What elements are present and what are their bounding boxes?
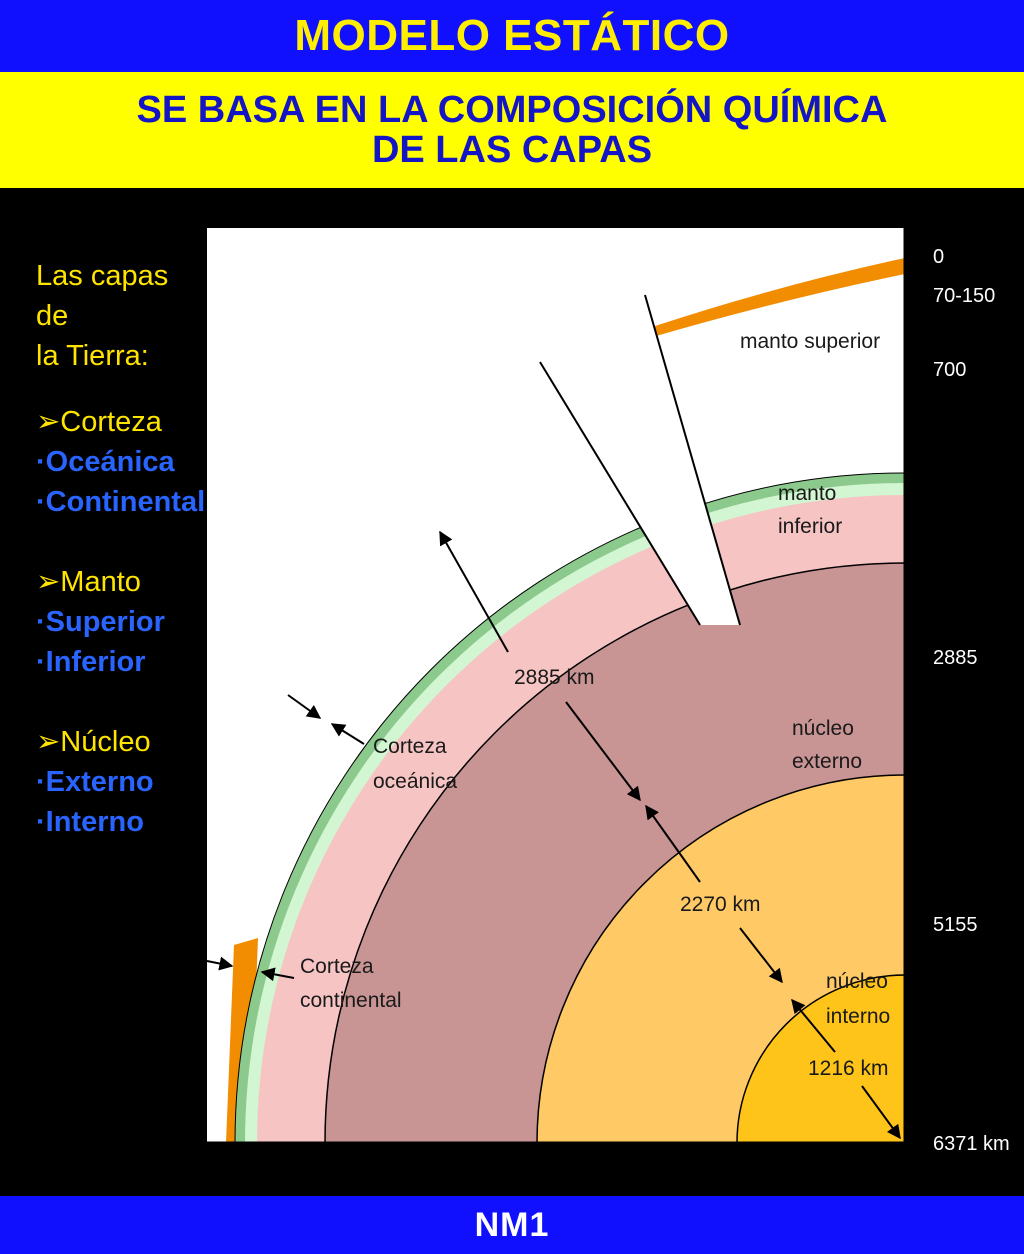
- legend-group-title: ➢Núcleo: [36, 726, 151, 758]
- label-thickness-outer-core: 2270 km: [680, 893, 761, 916]
- footer-bar: [0, 1196, 1024, 1254]
- label-nucleo-externo-1: núcleo: [792, 717, 854, 740]
- legend-item: ·Externo: [36, 766, 154, 798]
- page-title: MODELO ESTÁTICO: [294, 11, 730, 60]
- legend-intro-line-1: Las capas de: [36, 260, 169, 332]
- depth-labels: [933, 246, 1010, 1155]
- legend-item: ·Interno: [36, 806, 144, 838]
- depth-label-0: 0: [933, 246, 945, 268]
- label-corteza-continental-1: Corteza: [300, 955, 374, 978]
- label-nucleo-interno-2: interno: [826, 1005, 891, 1028]
- legend-intro-line-2: la Tierra:: [36, 340, 149, 372]
- subtitle-line-2: DE LAS CAPAS: [371, 129, 653, 171]
- legend-item: ·Inferior: [36, 646, 146, 678]
- depth-label-2885: 2885: [933, 647, 978, 669]
- label-corteza-oceanica-1: Corteza: [373, 735, 447, 758]
- depth-ticks: [905, 266, 925, 1143]
- legend-item: ·Continental: [36, 486, 206, 518]
- subtitle-line-1: SE BASA EN LA COMPOSICIÓN QUÍMICA: [136, 89, 888, 131]
- depth-label-70-150: 70-150: [933, 285, 996, 307]
- depth-label-700: 700: [933, 359, 967, 381]
- legend-item: ·Superior: [36, 606, 165, 638]
- label-nucleo-interno-1: núcleo: [826, 970, 888, 993]
- label-corteza-continental-2: continental: [300, 989, 402, 1012]
- label-corteza-oceanica-2: oceánica: [373, 770, 458, 793]
- label-manto-superior: manto superior: [740, 330, 881, 353]
- depth-label-5155: 5155: [933, 914, 978, 936]
- legend-group-title: ➢Corteza: [36, 406, 162, 438]
- legend-item: ·Oceánica: [36, 446, 175, 478]
- legend-group-title: ➢Manto: [36, 566, 141, 598]
- label-thickness-inner-core: 1216 km: [808, 1057, 889, 1080]
- label-nucleo-externo-2: externo: [792, 750, 863, 773]
- label-manto-inferior-1: manto: [778, 482, 837, 505]
- depth-label-6371: 6371 km: [933, 1133, 1010, 1155]
- label-manto-inferior-2: inferior: [778, 515, 843, 538]
- label-thickness-mantle: 2885 km: [514, 666, 595, 689]
- footer-label: NM1: [474, 1205, 550, 1244]
